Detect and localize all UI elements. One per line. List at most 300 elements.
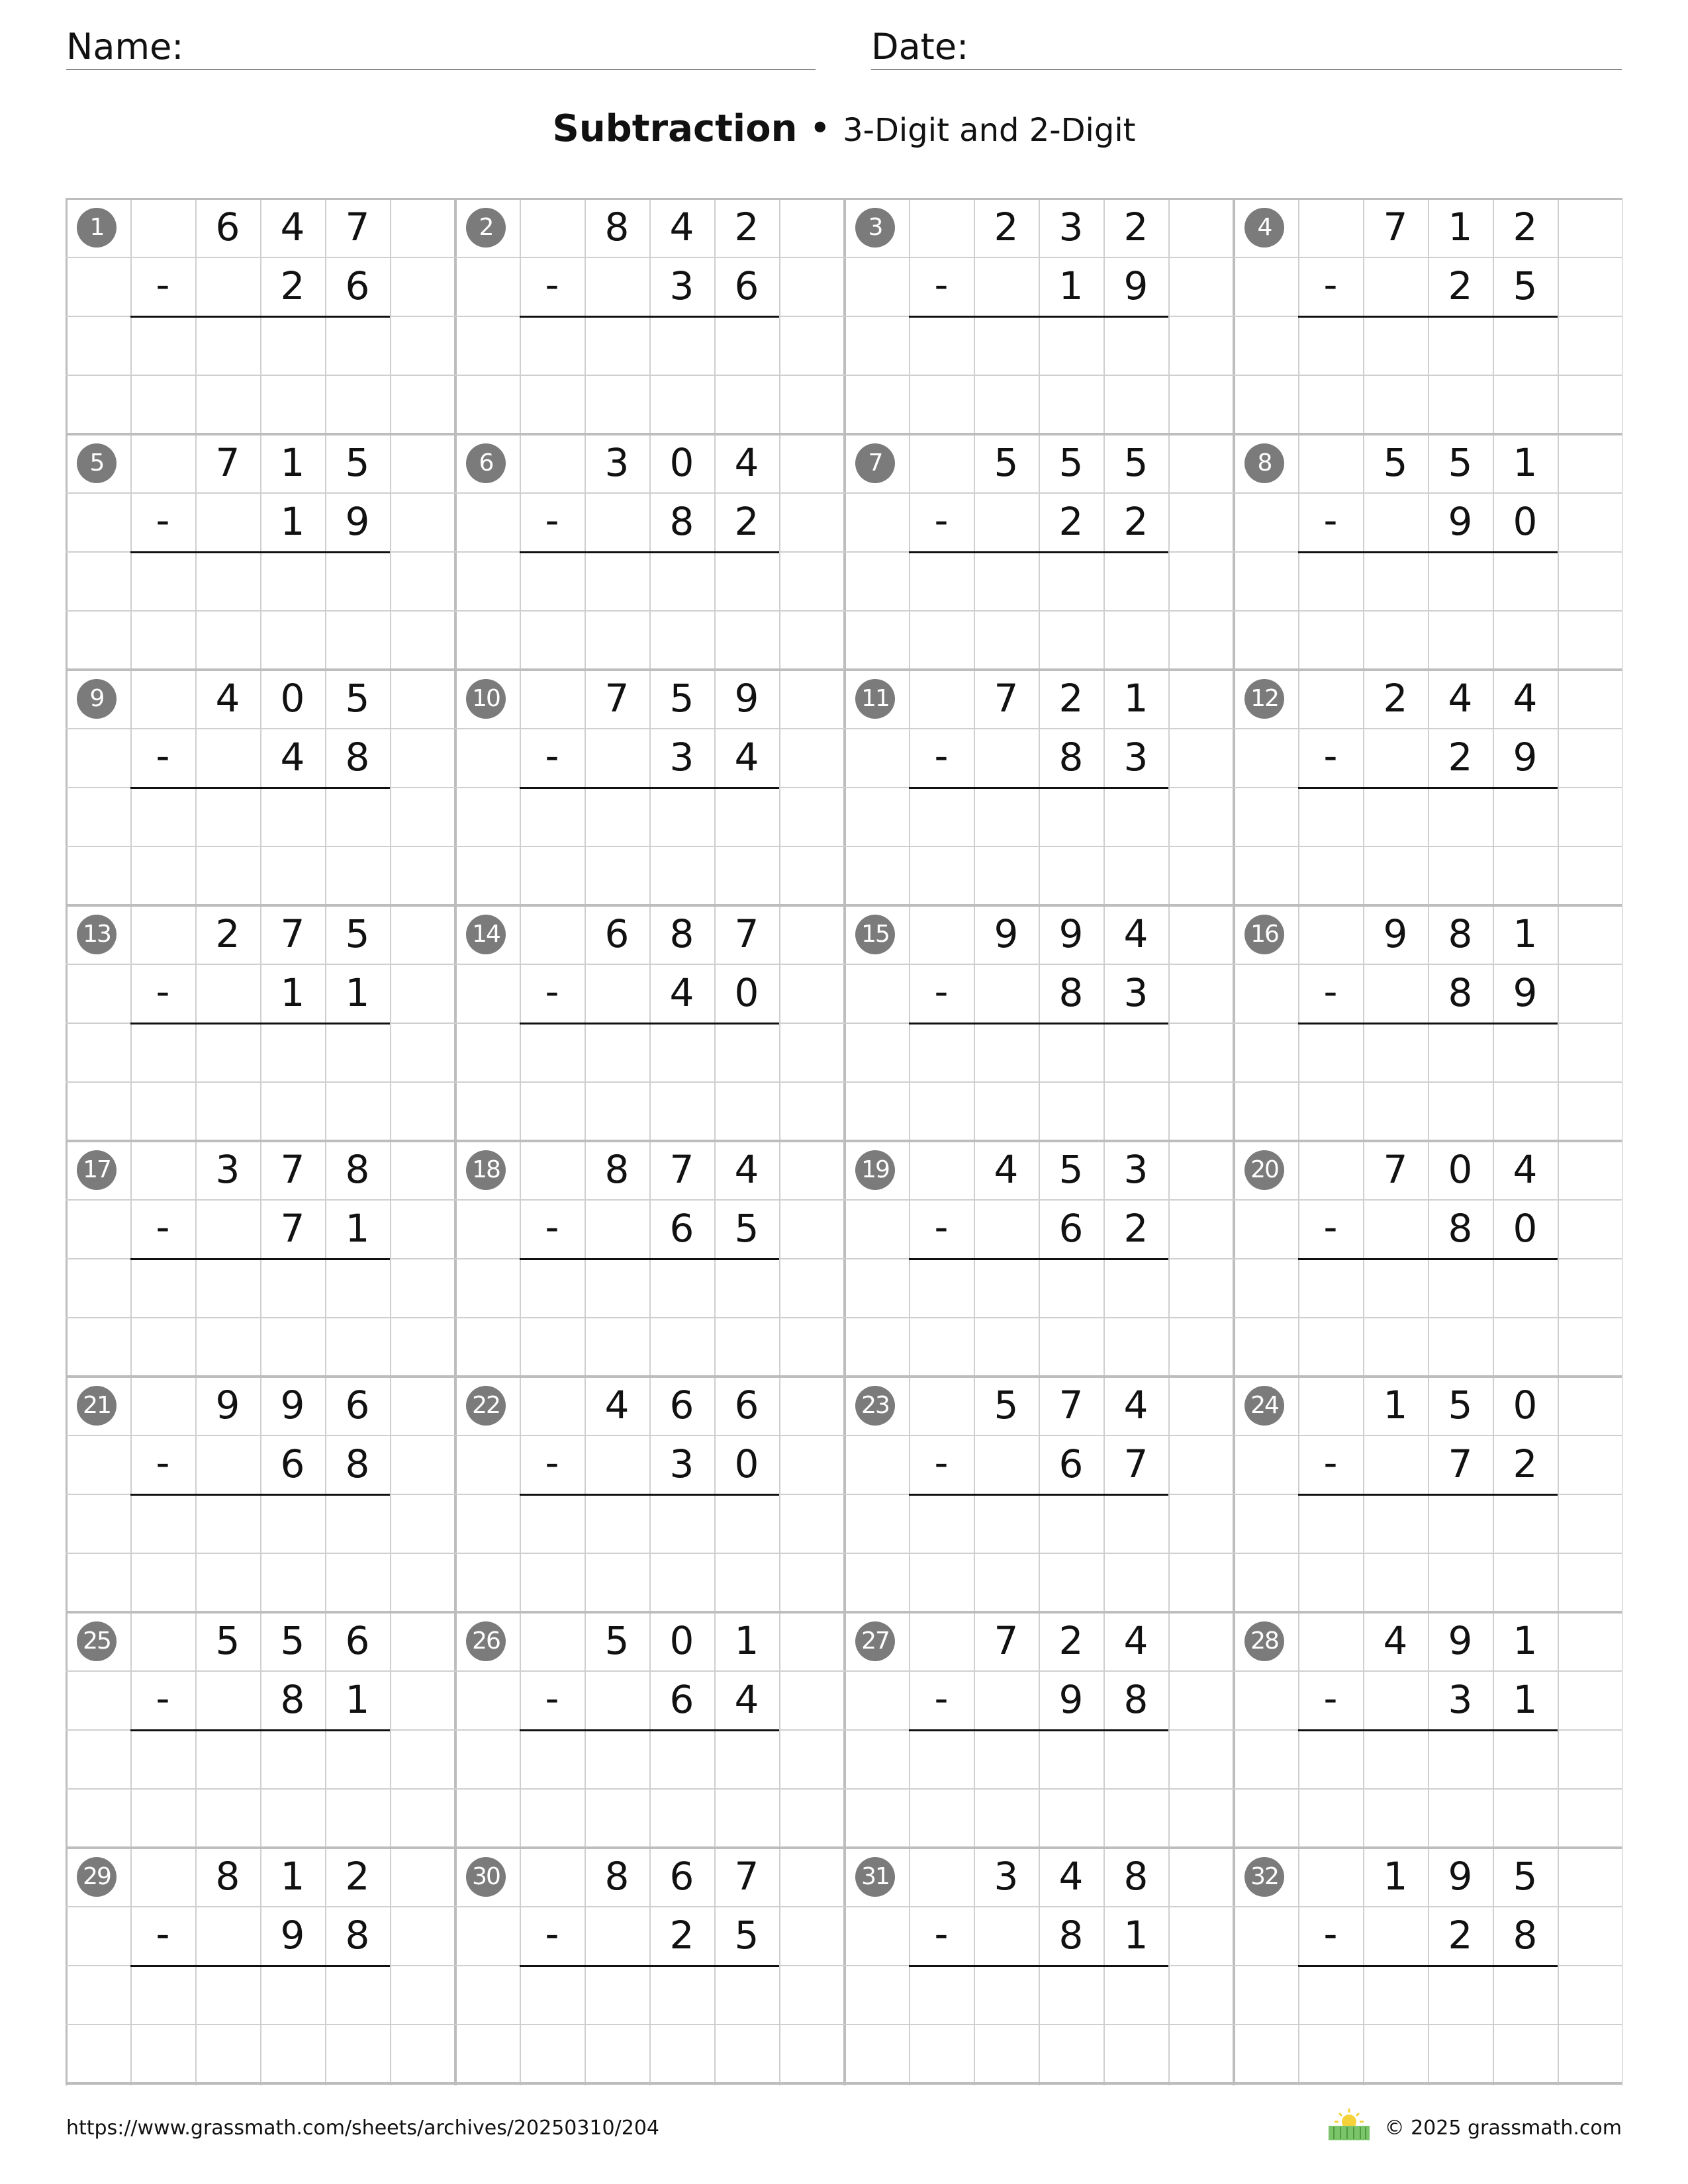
- problem-15: [844, 905, 1233, 1140]
- minuend-digit: 7: [734, 911, 759, 956]
- subtrahend-digit: 7: [1448, 1441, 1473, 1486]
- subtrahend-digit: 5: [734, 1913, 759, 1958]
- minuend-digit: 0: [669, 440, 694, 485]
- problem-31: [844, 1847, 1233, 2083]
- problem-number-badge: 4: [1244, 208, 1284, 248]
- minuend-digit: 5: [1058, 1147, 1084, 1192]
- minuend-digit: 5: [280, 1618, 305, 1663]
- minus-sign: -: [545, 262, 559, 307]
- answer-area[interactable]: [974, 317, 1168, 376]
- answer-area[interactable]: [1363, 788, 1558, 847]
- subtrahend-digit: 2: [1448, 263, 1473, 308]
- problem-number-badge: 28: [1244, 1621, 1284, 1661]
- minuend-digit: 7: [1383, 205, 1408, 250]
- minuend-digit: 4: [215, 676, 240, 721]
- subtrahend-digit: 9: [280, 1913, 305, 1958]
- minuend-digit: 4: [1123, 911, 1149, 956]
- minuend-digit: 8: [669, 911, 694, 956]
- problem-number-badge: 23: [855, 1386, 895, 1426]
- minuend-digit: 7: [734, 1854, 759, 1899]
- minus-sign: -: [1323, 1911, 1338, 1956]
- minuend-digit: 1: [1513, 911, 1538, 956]
- minuend-digit: 5: [1448, 440, 1473, 485]
- problem-number-badge: 31: [855, 1857, 895, 1897]
- minuend-digit: 5: [345, 911, 370, 956]
- answer-area[interactable]: [585, 1966, 779, 2025]
- subtrahend-digit: 9: [1448, 499, 1473, 544]
- minuend-digit: 3: [215, 1147, 240, 1192]
- minuend-digit: 7: [1058, 1383, 1084, 1428]
- problem-22: [455, 1376, 844, 1612]
- problem-18: [455, 1140, 844, 1376]
- problem-6: [455, 433, 844, 669]
- minuend-digit: 5: [1123, 440, 1149, 485]
- answer-area[interactable]: [585, 317, 779, 376]
- minuend-digit: 5: [1383, 440, 1408, 485]
- subtrahend-digit: 6: [1058, 1441, 1084, 1486]
- minuend-digit: 5: [1513, 1854, 1538, 1899]
- problem-number-badge: 10: [466, 679, 506, 719]
- minuend-digit: 5: [994, 440, 1019, 485]
- minus-sign: -: [934, 969, 949, 1014]
- problem-number-badge: 1: [77, 208, 117, 248]
- problem-10: [455, 669, 844, 905]
- subtrahend-digit: 2: [734, 499, 759, 544]
- subtrahend-digit: 4: [734, 735, 759, 780]
- subtrahend-digit: 2: [1058, 499, 1084, 544]
- minus-sign: -: [156, 1205, 170, 1250]
- subtrahend-digit: 3: [1123, 970, 1149, 1015]
- minuend-digit: 2: [1058, 676, 1084, 721]
- answer-area[interactable]: [195, 317, 390, 376]
- problem-2: [455, 198, 844, 433]
- problem-1: [66, 198, 455, 433]
- minuend-digit: 4: [734, 440, 759, 485]
- problem-number-badge: 13: [77, 915, 117, 954]
- minuend-digit: 4: [1448, 676, 1473, 721]
- minus-sign: -: [545, 1440, 559, 1485]
- grass-sun-logo-icon: [1326, 2107, 1372, 2142]
- answer-area[interactable]: [585, 1024, 779, 1083]
- minuend-digit: 8: [215, 1854, 240, 1899]
- subtrahend-digit: 9: [1513, 735, 1538, 780]
- subtrahend-digit: 1: [1513, 1677, 1538, 1722]
- problem-number-badge: 18: [466, 1150, 506, 1190]
- subtrahend-digit: 1: [345, 970, 370, 1015]
- answer-area[interactable]: [1363, 1259, 1558, 1318]
- minuend-digit: 4: [734, 1147, 759, 1192]
- subtrahend-digit: 6: [669, 1206, 694, 1251]
- answer-area[interactable]: [1363, 1024, 1558, 1083]
- minus-sign: -: [1323, 733, 1338, 778]
- problem-8: [1233, 433, 1622, 669]
- minuend-digit: 9: [1058, 911, 1084, 956]
- minuend-digit: 4: [1058, 1854, 1084, 1899]
- minus-sign: -: [934, 1676, 949, 1721]
- title-bullet: •: [809, 107, 831, 150]
- subtrahend-digit: 1: [280, 499, 305, 544]
- minuend-digit: 7: [215, 440, 240, 485]
- subtrahend-digit: 2: [1123, 1206, 1149, 1251]
- minuend-digit: 6: [734, 1383, 759, 1428]
- subtrahend-digit: 1: [280, 970, 305, 1015]
- answer-area[interactable]: [974, 1966, 1168, 2025]
- problem-number-badge: 24: [1244, 1386, 1284, 1426]
- subtrahend-digit: 8: [280, 1677, 305, 1722]
- minuend-digit: 1: [1383, 1854, 1408, 1899]
- minuend-digit: 5: [669, 676, 694, 721]
- subtrahend-digit: 8: [1123, 1677, 1149, 1722]
- subtrahend-digit: 0: [1513, 499, 1538, 544]
- minuend-digit: 9: [994, 911, 1019, 956]
- minuend-digit: 8: [604, 205, 630, 250]
- subtrahend-digit: 9: [1058, 1677, 1084, 1722]
- subtrahend-digit: 6: [1058, 1206, 1084, 1251]
- problem-number-badge: 3: [855, 208, 895, 248]
- subtrahend-digit: 8: [1058, 1913, 1084, 1958]
- footer-url[interactable]: https://www.grassmath.com/sheets/archives/20250310/204: [66, 2116, 660, 2140]
- answer-area[interactable]: [585, 553, 779, 612]
- name-label: Name:: [66, 26, 184, 68]
- subtrahend-digit: 1: [345, 1677, 370, 1722]
- minuend-digit: 8: [604, 1854, 630, 1899]
- problem-number-badge: 21: [77, 1386, 117, 1426]
- answer-area[interactable]: [1363, 1495, 1558, 1554]
- problem-17: [66, 1140, 455, 1376]
- minus-sign: -: [934, 733, 949, 778]
- minuend-digit: 4: [1123, 1618, 1149, 1663]
- subtrahend-digit: 6: [669, 1677, 694, 1722]
- subtrahend-digit: 3: [669, 735, 694, 780]
- problem-number-badge: 26: [466, 1621, 506, 1661]
- problem-number-badge: 5: [77, 443, 117, 483]
- problem-number-badge: 9: [77, 679, 117, 719]
- problem-11: [844, 669, 1233, 905]
- subtrahend-digit: 4: [280, 735, 305, 780]
- problem-12: [1233, 669, 1622, 905]
- subtrahend-digit: 4: [734, 1677, 759, 1722]
- minuend-digit: 9: [1448, 1854, 1473, 1899]
- subtrahend-digit: 7: [1123, 1441, 1149, 1486]
- minuend-digit: 0: [1448, 1147, 1473, 1192]
- subtrahend-digit: 2: [1513, 1441, 1538, 1486]
- subtrahend-digit: 8: [345, 735, 370, 780]
- problem-number-badge: 20: [1244, 1150, 1284, 1190]
- minuend-digit: 5: [345, 440, 370, 485]
- minuend-digit: 9: [280, 1383, 305, 1428]
- subtrahend-digit: 2: [1123, 499, 1149, 544]
- problem-grid: [66, 198, 1622, 2085]
- minus-sign: -: [545, 969, 559, 1014]
- subtrahend-digit: 8: [345, 1913, 370, 1958]
- answer-area[interactable]: [195, 1731, 390, 1790]
- minuend-digit: 4: [604, 1383, 630, 1428]
- minuend-digit: 5: [215, 1618, 240, 1663]
- problem-number-badge: 14: [466, 915, 506, 954]
- minuend-digit: 6: [669, 1854, 694, 1899]
- minuend-digit: 7: [280, 911, 305, 956]
- minuend-digit: 8: [345, 1147, 370, 1192]
- subtrahend-digit: 2: [1448, 1913, 1473, 1958]
- subtrahend-digit: 3: [669, 263, 694, 308]
- minuend-digit: 2: [1058, 1618, 1084, 1663]
- minuend-digit: 5: [345, 676, 370, 721]
- problem-14: [455, 905, 844, 1140]
- minus-sign: -: [1323, 1676, 1338, 1721]
- minus-sign: -: [156, 1676, 170, 1721]
- problem-3: [844, 198, 1233, 433]
- problem-number-badge: 27: [855, 1621, 895, 1661]
- minuend-digit: 7: [345, 205, 370, 250]
- problem-30: [455, 1847, 844, 2083]
- answer-area[interactable]: [585, 1495, 779, 1554]
- subtrahend-digit: 9: [1123, 263, 1149, 308]
- minus-sign: -: [545, 498, 559, 543]
- minus-sign: -: [934, 1205, 949, 1250]
- answer-area[interactable]: [974, 1024, 1168, 1083]
- answer-area[interactable]: [974, 553, 1168, 612]
- subtrahend-digit: 3: [1448, 1677, 1473, 1722]
- minuend-digit: 5: [994, 1383, 1019, 1428]
- minuend-digit: 5: [1448, 1383, 1473, 1428]
- problem-number-badge: 15: [855, 915, 895, 954]
- subtrahend-digit: 2: [669, 1913, 694, 1958]
- problem-number-badge: 16: [1244, 915, 1284, 954]
- minuend-digit: 0: [669, 1618, 694, 1663]
- answer-area[interactable]: [1363, 1731, 1558, 1790]
- minuend-digit: 3: [1123, 1147, 1149, 1192]
- minuend-digit: 1: [280, 1854, 305, 1899]
- minuend-digit: 8: [604, 1147, 630, 1192]
- problem-19: [844, 1140, 1233, 1376]
- subtrahend-digit: 8: [1058, 735, 1084, 780]
- subtrahend-digit: 3: [1123, 735, 1149, 780]
- minuend-digit: 7: [994, 676, 1019, 721]
- problem-number-badge: 32: [1244, 1857, 1284, 1897]
- minus-sign: -: [156, 498, 170, 543]
- problem-number-badge: 22: [466, 1386, 506, 1426]
- minuend-digit: 6: [604, 911, 630, 956]
- problem-number-badge: 8: [1244, 443, 1284, 483]
- subtrahend-digit: 8: [1513, 1913, 1538, 1958]
- title-subtitle: 3-Digit and 2-Digit: [843, 112, 1136, 149]
- problem-number-badge: 6: [466, 443, 506, 483]
- minuend-digit: 2: [1513, 205, 1538, 250]
- minuend-digit: 8: [1123, 1854, 1149, 1899]
- subtrahend-digit: 1: [1058, 263, 1084, 308]
- minuend-digit: 1: [280, 440, 305, 485]
- subtrahend-digit: 6: [280, 1441, 305, 1486]
- subtrahend-digit: 8: [669, 499, 694, 544]
- minuend-digit: 4: [1383, 1618, 1408, 1663]
- answer-area[interactable]: [585, 1259, 779, 1318]
- name-field[interactable]: [66, 25, 816, 70]
- minuend-digit: 2: [1383, 676, 1408, 721]
- problem-24: [1233, 1376, 1622, 1612]
- problem-number-badge: 19: [855, 1150, 895, 1190]
- answer-area[interactable]: [974, 788, 1168, 847]
- problem-13: [66, 905, 455, 1140]
- minus-sign: -: [1323, 1205, 1338, 1250]
- subtrahend-digit: 9: [345, 499, 370, 544]
- minuend-digit: 6: [345, 1383, 370, 1428]
- answer-area[interactable]: [1363, 1966, 1558, 2025]
- subtrahend-digit: 3: [669, 1441, 694, 1486]
- minuend-digit: 6: [669, 1383, 694, 1428]
- problem-number-badge: 12: [1244, 679, 1284, 719]
- subtrahend-digit: 8: [1448, 1206, 1473, 1251]
- problem-20: [1233, 1140, 1622, 1376]
- minuend-digit: 1: [1513, 1618, 1538, 1663]
- minuend-digit: 5: [604, 1618, 630, 1663]
- minus-sign: -: [156, 1911, 170, 1956]
- problem-number-badge: 17: [77, 1150, 117, 1190]
- minuend-digit: 7: [280, 1147, 305, 1192]
- answer-area[interactable]: [974, 1495, 1168, 1554]
- minuend-digit: 9: [1448, 1618, 1473, 1663]
- minuend-digit: 9: [1383, 911, 1408, 956]
- minuend-digit: 8: [1448, 911, 1473, 956]
- minus-sign: -: [1323, 969, 1338, 1014]
- problem-9: [66, 669, 455, 905]
- minuend-digit: 1: [1123, 676, 1149, 721]
- subtrahend-digit: 6: [345, 263, 370, 308]
- answer-area[interactable]: [195, 1259, 390, 1318]
- minuend-digit: 4: [1123, 1383, 1149, 1428]
- subtrahend-digit: 1: [345, 1206, 370, 1251]
- minuend-digit: 7: [669, 1147, 694, 1192]
- minus-sign: -: [1323, 262, 1338, 307]
- minuend-digit: 7: [604, 676, 630, 721]
- minuend-digit: 1: [1513, 440, 1538, 485]
- answer-area[interactable]: [1363, 553, 1558, 612]
- minuend-digit: 2: [1123, 205, 1149, 250]
- minus-sign: -: [545, 733, 559, 778]
- answer-area[interactable]: [585, 788, 779, 847]
- problem-number-badge: 7: [855, 443, 895, 483]
- subtrahend-digit: 5: [734, 1206, 759, 1251]
- answer-area[interactable]: [195, 1495, 390, 1554]
- minus-sign: -: [545, 1911, 559, 1956]
- minuend-digit: 2: [345, 1854, 370, 1899]
- answer-area[interactable]: [195, 788, 390, 847]
- problem-5: [66, 433, 455, 669]
- minus-sign: -: [156, 733, 170, 778]
- minuend-digit: 3: [994, 1854, 1019, 1899]
- footer-copyright: © 2025 grassmath.com: [1384, 2116, 1622, 2140]
- date-label: Date:: [871, 26, 969, 68]
- minus-sign: -: [156, 262, 170, 307]
- minus-sign: -: [934, 498, 949, 543]
- subtrahend-digit: 2: [1448, 735, 1473, 780]
- subtrahend-digit: 7: [280, 1206, 305, 1251]
- subtrahend-digit: 0: [734, 1441, 759, 1486]
- problem-number-badge: 25: [77, 1621, 117, 1661]
- minuend-digit: 1: [734, 1618, 759, 1663]
- problem-27: [844, 1612, 1233, 1847]
- date-field[interactable]: [871, 25, 1622, 70]
- problem-29: [66, 1847, 455, 2083]
- minuend-digit: 4: [280, 205, 305, 250]
- problem-number-badge: 29: [77, 1857, 117, 1897]
- problem-21: [66, 1376, 455, 1612]
- problem-number-badge: 30: [466, 1857, 506, 1897]
- minuend-digit: 9: [734, 676, 759, 721]
- minuend-digit: 6: [345, 1618, 370, 1663]
- subtrahend-digit: 8: [1058, 970, 1084, 1015]
- minus-sign: -: [156, 1440, 170, 1485]
- minuend-digit: 4: [669, 205, 694, 250]
- answer-area[interactable]: [195, 1024, 390, 1083]
- problem-32: [1233, 1847, 1622, 2083]
- problem-23: [844, 1376, 1233, 1612]
- minuend-digit: 5: [1058, 440, 1084, 485]
- subtrahend-digit: 0: [1513, 1206, 1538, 1251]
- answer-area[interactable]: [585, 1731, 779, 1790]
- subtrahend-digit: 2: [280, 263, 305, 308]
- minuend-digit: 2: [734, 205, 759, 250]
- problem-26: [455, 1612, 844, 1847]
- minuend-digit: 4: [994, 1147, 1019, 1192]
- minus-sign: -: [934, 1911, 949, 1956]
- subtrahend-digit: 1: [1123, 1913, 1149, 1958]
- minus-sign: -: [1323, 1440, 1338, 1485]
- minuend-digit: 4: [1513, 1147, 1538, 1192]
- subtrahend-digit: 8: [1448, 970, 1473, 1015]
- minus-sign: -: [545, 1205, 559, 1250]
- answer-area[interactable]: [974, 1259, 1168, 1318]
- answer-area[interactable]: [195, 553, 390, 612]
- minuend-digit: 3: [1058, 205, 1084, 250]
- minuend-digit: 7: [994, 1618, 1019, 1663]
- subtrahend-digit: 8: [345, 1441, 370, 1486]
- minus-sign: -: [934, 262, 949, 307]
- minuend-digit: 9: [215, 1383, 240, 1428]
- problem-28: [1233, 1612, 1622, 1847]
- subtrahend-digit: 5: [1513, 263, 1538, 308]
- answer-area[interactable]: [974, 1731, 1168, 1790]
- minus-sign: -: [156, 969, 170, 1014]
- minus-sign: -: [545, 1676, 559, 1721]
- subtrahend-digit: 9: [1513, 970, 1538, 1015]
- worksheet-title: [0, 103, 1688, 157]
- answer-area[interactable]: [1363, 317, 1558, 376]
- minuend-digit: 6: [215, 205, 240, 250]
- minuend-digit: 1: [1448, 205, 1473, 250]
- subtrahend-digit: 6: [734, 263, 759, 308]
- minuend-digit: 7: [1383, 1147, 1408, 1192]
- problem-number-badge: 2: [466, 208, 506, 248]
- minuend-digit: 0: [280, 676, 305, 721]
- subtrahend-digit: 4: [669, 970, 694, 1015]
- minuend-digit: 0: [1513, 1383, 1538, 1428]
- answer-area[interactable]: [195, 1966, 390, 2025]
- problem-7: [844, 433, 1233, 669]
- problem-4: [1233, 198, 1622, 433]
- minuend-digit: 2: [215, 911, 240, 956]
- subtrahend-digit: 0: [734, 970, 759, 1015]
- title-main: Subtraction: [552, 107, 798, 150]
- minus-sign: -: [934, 1440, 949, 1485]
- problem-16: [1233, 905, 1622, 1140]
- minuend-digit: 1: [1383, 1383, 1408, 1428]
- problem-number-badge: 11: [855, 679, 895, 719]
- minuend-digit: 4: [1513, 676, 1538, 721]
- minus-sign: -: [1323, 498, 1338, 543]
- minuend-digit: 3: [604, 440, 630, 485]
- minuend-digit: 2: [994, 205, 1019, 250]
- problem-25: [66, 1612, 455, 1847]
